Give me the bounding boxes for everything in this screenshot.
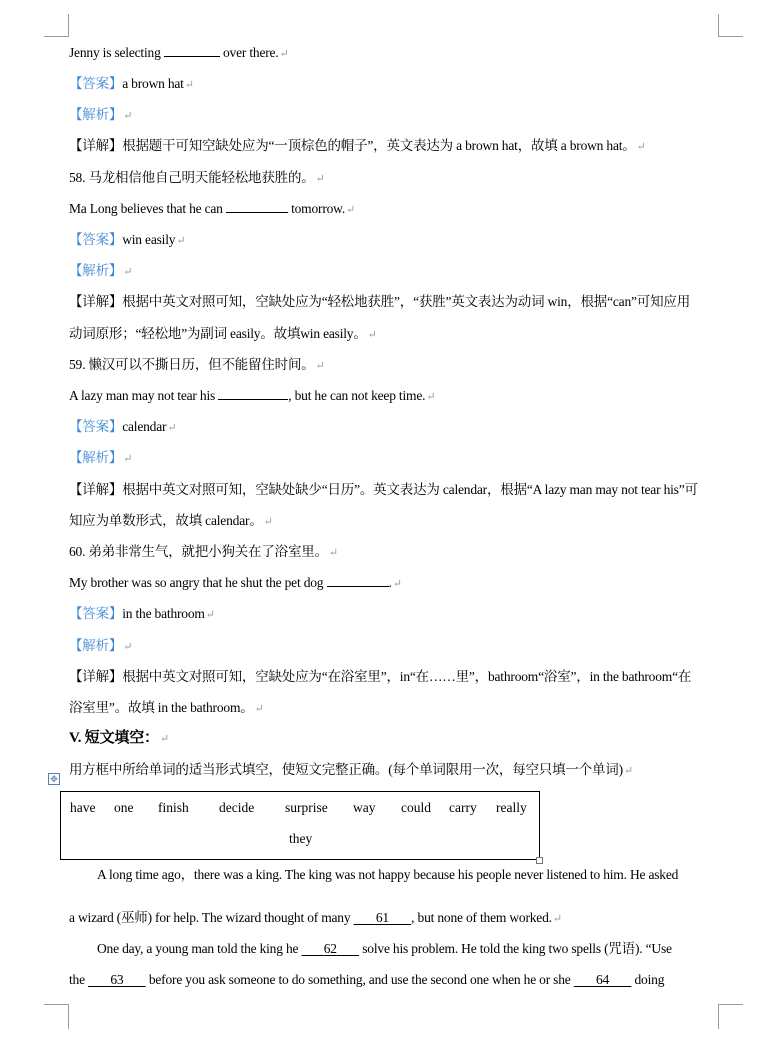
word-item: way [353, 800, 376, 815]
word-box [60, 791, 540, 860]
detail-58-line1: 【详解】根据中英文对照可知，空缺处应为“轻松地获胜”，“获胜”英文表达为动词 win，根据“can”可知应用 [69, 294, 691, 309]
detail-58-line2: 动词原形；“轻松地”为副词 easily。故填win easily。↵ [69, 326, 377, 341]
detail-59-line1: 【详解】根据中英文对照可知，空缺处缺少“日历”。英文表达为 calendar，根据“A lazy man may not tear his”可 [69, 482, 698, 497]
passage-line-1: A long time ago，there was a king. The king was not happy because his people never listened to him. He asked [97, 867, 679, 882]
question-57-sentence: Jenny is selecting over there.↵ [69, 45, 289, 60]
answer-58: 【答案】win easily↵ [69, 232, 186, 247]
analysis-label-60: 【解析】↵ [69, 638, 133, 653]
detail-57: 【详解】根据题干可知空缺处应为“一顶棕色的帽子”，英文表达为 a brown hat，故填 a brown hat。↵ [69, 138, 646, 153]
analysis-label-57: 【解析】↵ [69, 107, 133, 122]
crop-mark-top-right [718, 14, 743, 37]
answer-59: 【答案】calendar↵ [69, 419, 177, 434]
detail-60-line2: 浴室里”。故填 in the bathroom。↵ [69, 700, 264, 715]
analysis-label-59: 【解析】↵ [69, 450, 133, 465]
answer-60: 【答案】in the bathroom↵ [69, 606, 215, 621]
passage-line-2: a wizard (巫师) for help. The wizard thought of many 61 , but none of them worked.↵ [69, 910, 562, 925]
word-item: finish [158, 800, 189, 815]
table-resize-handle[interactable] [536, 857, 543, 864]
detail-59-line2: 知应为单数形式，故填 calendar。↵ [69, 513, 273, 528]
question-60: 60. 弟弟非常生气，就把小狗关在了浴室里。↵ [69, 544, 338, 559]
word-item: surprise [285, 800, 328, 815]
word-item: decide [219, 800, 255, 815]
passage-line-3: One day, a young man told the king he 62 solve his problem. He told the king two spells (咒语). “Use [97, 941, 672, 956]
question-59-sentence: A lazy man may not tear his , but he can not keep time.↵ [69, 388, 436, 403]
question-59: 59. 懒汉可以不撕日历，但不能留住时间。↵ [69, 357, 325, 372]
word-item: have [70, 800, 96, 815]
detail-60-line1: 【详解】根据中英文对照可知，空缺处应为“在浴室里”，in“在……里”，bathroom“浴室”，in the bathroom“在 [69, 669, 692, 684]
table-move-handle-icon[interactable]: ✥ [48, 773, 60, 785]
question-58-sentence: Ma Long believes that he can tomorrow.↵ [69, 201, 356, 216]
analysis-label-58: 【解析】↵ [69, 263, 133, 278]
question-60-sentence: My brother was so angry that he shut the pet dog .↵ [69, 575, 402, 590]
crop-mark-top-left [44, 14, 69, 37]
word-item: they [289, 831, 313, 846]
word-item: one [114, 800, 134, 815]
passage-line-4: the 63 before you ask someone to do something, and use the second one when he or she 64 doing [69, 972, 665, 987]
section-heading: V. 短文填空：↵ [69, 730, 169, 746]
question-58: 58. 马龙相信他自己明天能轻松地获胜的。↵ [69, 170, 325, 185]
crop-mark-bottom-left [44, 1004, 69, 1029]
word-item: really [496, 800, 527, 815]
answer-57: 【答案】a brown hat↵ [69, 76, 194, 91]
section-instructions: 用方框中所给单词的适当形式填空，使短文完整正确。(每个单词限用一次，每空只填一个单词)↵ [69, 762, 633, 777]
word-item: could [401, 800, 431, 815]
crop-mark-bottom-right [718, 1004, 743, 1029]
word-item: carry [449, 800, 477, 815]
